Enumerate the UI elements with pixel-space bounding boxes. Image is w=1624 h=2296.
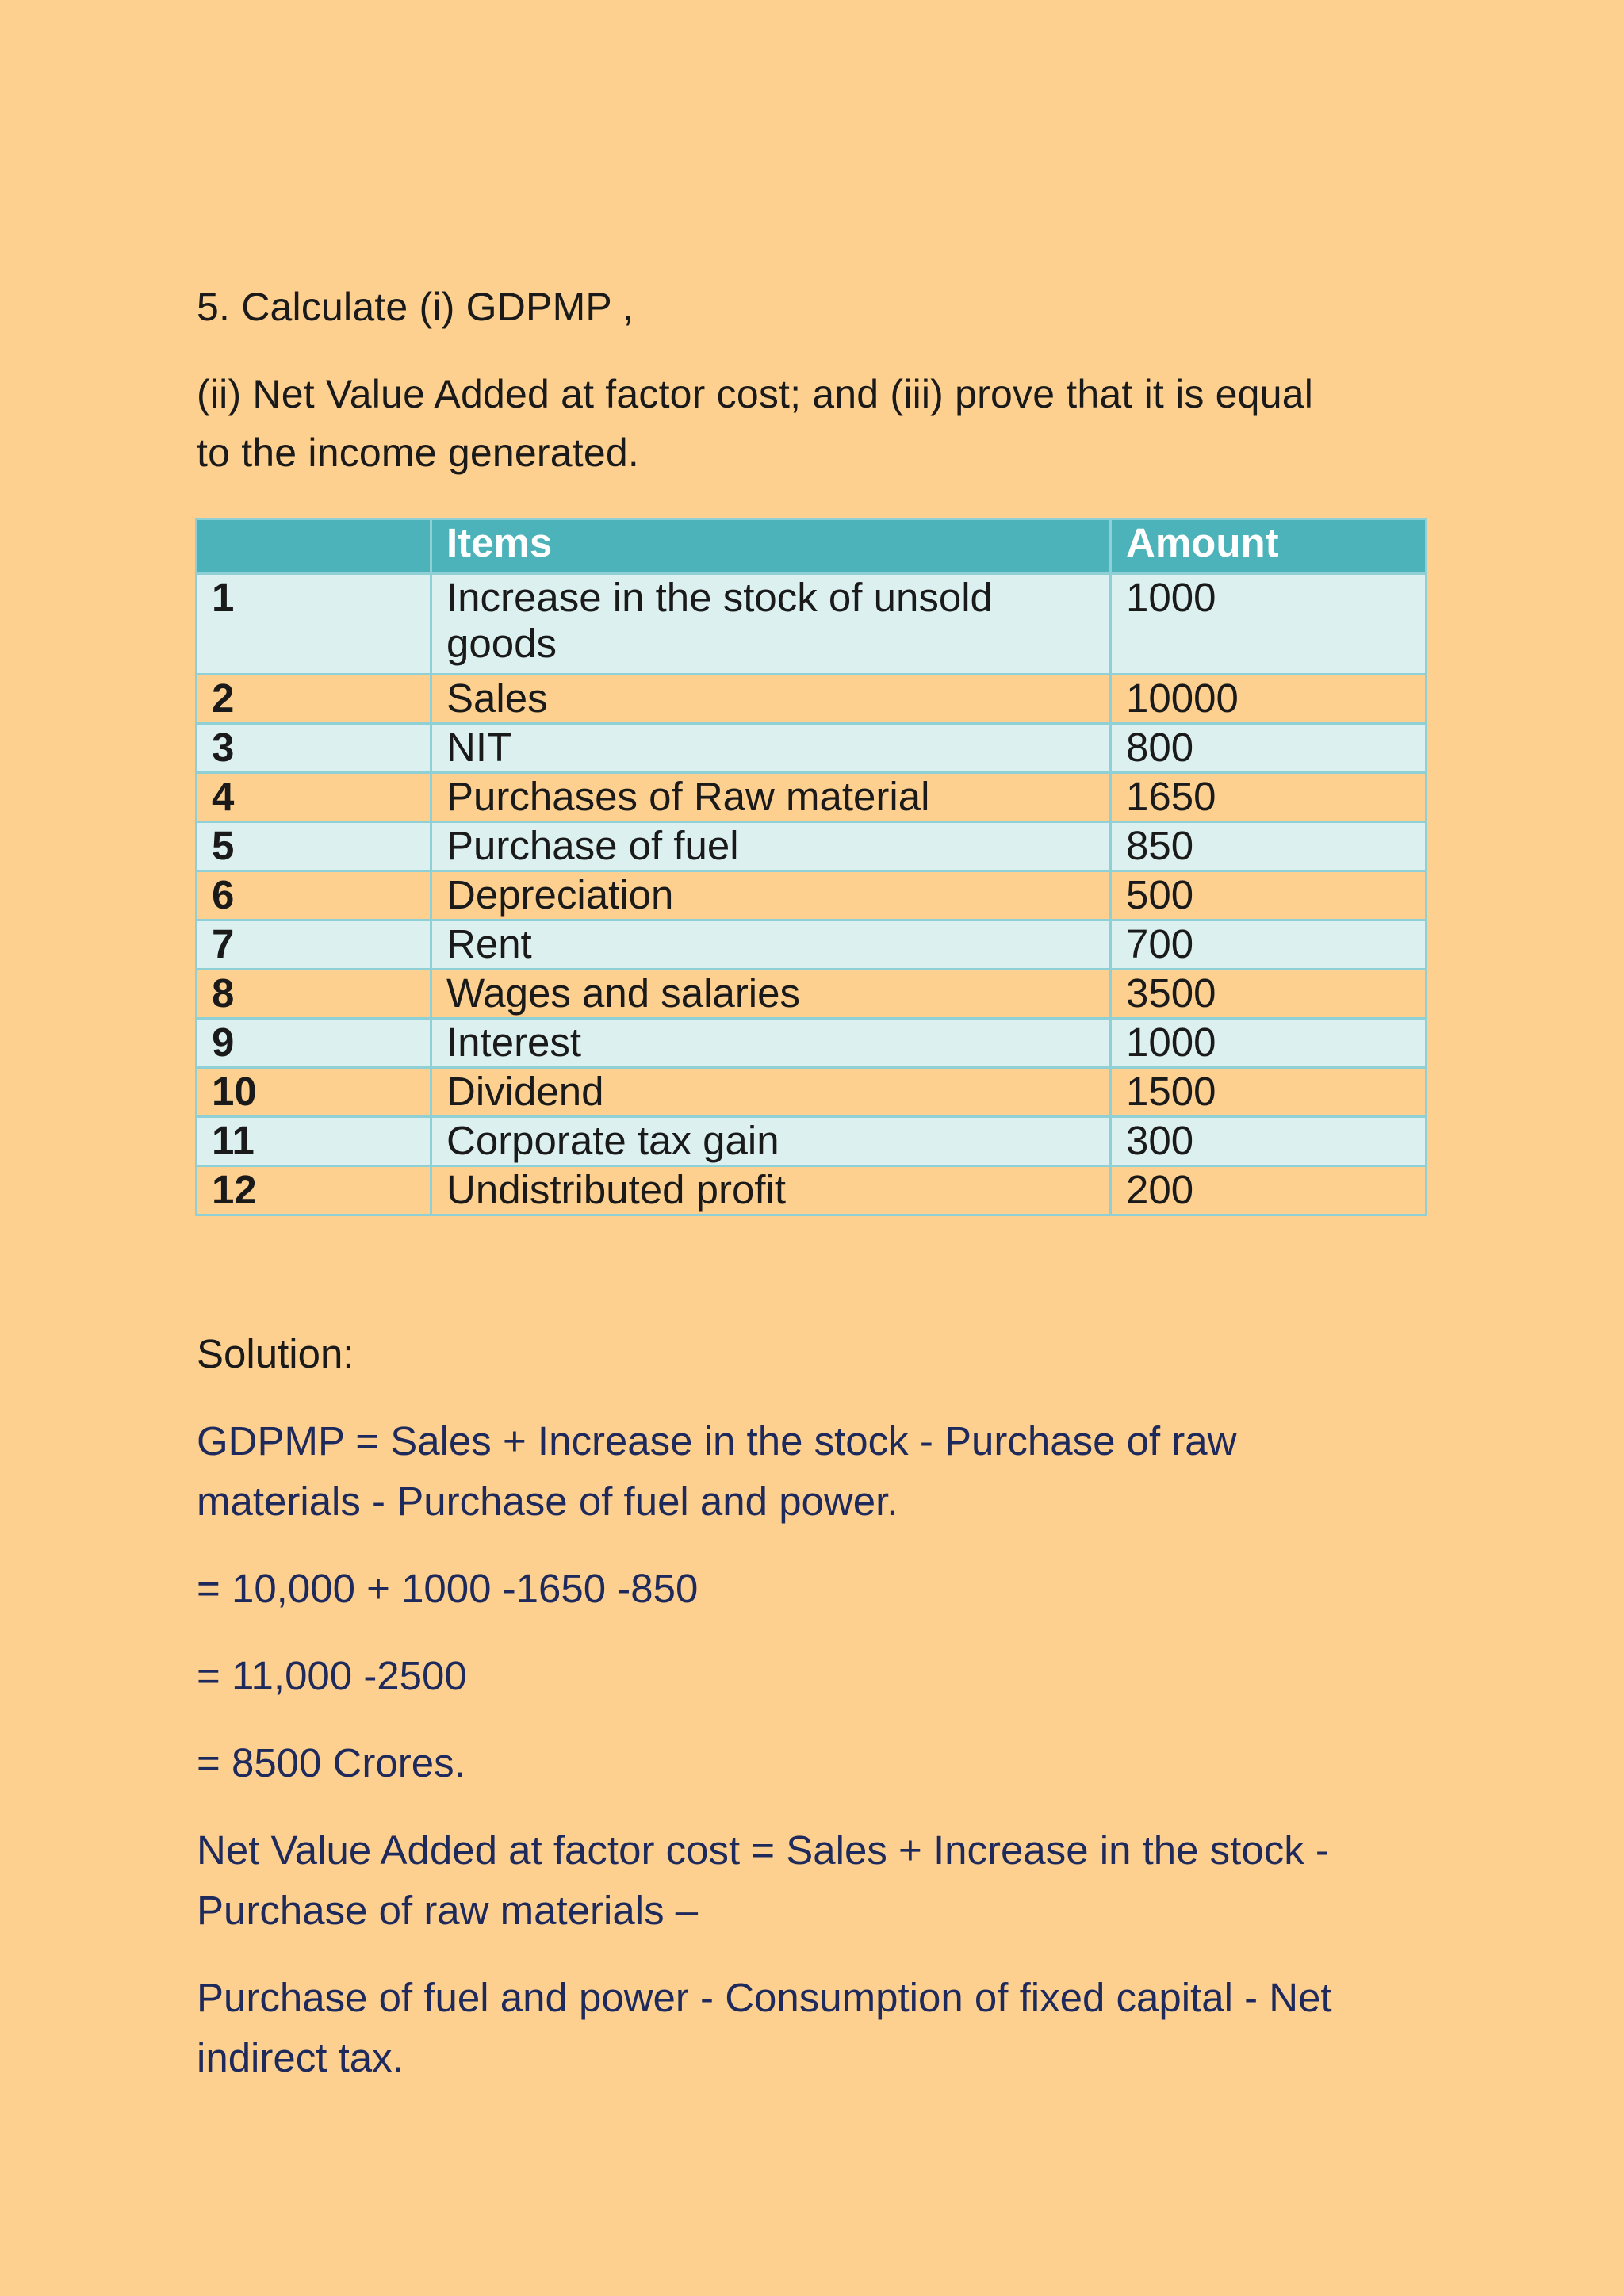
table-row bbox=[197, 574, 1427, 675]
nva-formula-line-2: Purchase of raw materials – bbox=[197, 1888, 699, 1933]
row-number: 3 bbox=[197, 724, 431, 773]
row-amount: 800 bbox=[1111, 724, 1427, 773]
table-row bbox=[197, 920, 1427, 970]
row-amount: 500 bbox=[1111, 871, 1427, 920]
nva-formula-line-3: Purchase of fuel and power - Consumption of fixed capital - Net bbox=[197, 1975, 1332, 2020]
row-number: 2 bbox=[197, 675, 431, 724]
row-number: 8 bbox=[197, 970, 431, 1019]
question-line-3: to the income generated. bbox=[197, 430, 639, 475]
row-amount: 850 bbox=[1111, 822, 1427, 871]
row-number: 9 bbox=[197, 1019, 431, 1068]
row-item: Depreciation bbox=[431, 871, 1111, 920]
row-amount: 1000 bbox=[1111, 574, 1427, 675]
question-line-1: 5. Calculate (i) GDPMP , bbox=[197, 285, 634, 329]
solution-block bbox=[197, 1324, 1434, 2088]
table-row bbox=[197, 724, 1427, 773]
table-row bbox=[197, 1068, 1427, 1117]
header-amount: Amount bbox=[1111, 519, 1427, 574]
row-item: NIT bbox=[431, 724, 1111, 773]
row-number: 5 bbox=[197, 822, 431, 871]
row-amount: 700 bbox=[1111, 920, 1427, 970]
table-header-row bbox=[197, 519, 1427, 574]
gdp-step-2: = 11,000 -2500 bbox=[197, 1653, 467, 1698]
row-amount: 3500 bbox=[1111, 970, 1427, 1019]
nva-formula-line-1: Net Value Added at factor cost = Sales + Increase in the stock - bbox=[197, 1827, 1329, 1873]
gdp-step-1: = 10,000 + 1000 -1650 -850 bbox=[197, 1566, 699, 1611]
gdp-formula-line-2: materials - Purchase of fuel and power. bbox=[197, 1479, 898, 1524]
table-row bbox=[197, 1019, 1427, 1068]
row-amount: 300 bbox=[1111, 1117, 1427, 1166]
row-number: 10 bbox=[197, 1068, 431, 1117]
question-block bbox=[197, 277, 1427, 482]
row-amount: 1000 bbox=[1111, 1019, 1427, 1068]
items-table bbox=[195, 518, 1427, 1216]
table-row bbox=[197, 1166, 1427, 1215]
row-item: Purchase of fuel bbox=[431, 822, 1111, 871]
table-row bbox=[197, 970, 1427, 1019]
question-line-2: (ii) Net Value Added at factor cost; and (iii) prove that it is equal bbox=[197, 372, 1314, 416]
gdp-formula-line-1: GDPMP = Sales + Increase in the stock - Purchase of raw bbox=[197, 1418, 1237, 1464]
header-items: Items bbox=[431, 519, 1111, 574]
table-row bbox=[197, 675, 1427, 724]
row-amount: 1650 bbox=[1111, 773, 1427, 822]
row-item: Sales bbox=[431, 675, 1111, 724]
row-amount: 200 bbox=[1111, 1166, 1427, 1215]
row-item: Increase in the stock of unsold goods bbox=[431, 574, 1111, 675]
row-item: Dividend bbox=[431, 1068, 1111, 1117]
table-row bbox=[197, 1117, 1427, 1166]
row-number: 7 bbox=[197, 920, 431, 970]
row-item: Purchases of Raw material bbox=[431, 773, 1111, 822]
row-number: 6 bbox=[197, 871, 431, 920]
row-item: Interest bbox=[431, 1019, 1111, 1068]
table-row bbox=[197, 871, 1427, 920]
header-number bbox=[197, 519, 431, 574]
row-item: Wages and salaries bbox=[431, 970, 1111, 1019]
row-amount: 10000 bbox=[1111, 675, 1427, 724]
row-number: 12 bbox=[197, 1166, 431, 1215]
solution-heading: Solution: bbox=[197, 1331, 354, 1376]
table-body bbox=[197, 574, 1427, 1215]
row-number: 11 bbox=[197, 1117, 431, 1166]
row-amount: 1500 bbox=[1111, 1068, 1427, 1117]
nva-formula-line-4: indirect tax. bbox=[197, 2035, 404, 2080]
table-row bbox=[197, 773, 1427, 822]
row-number: 1 bbox=[197, 574, 431, 675]
gdp-result: = 8500 Crores. bbox=[197, 1740, 465, 1785]
row-item: Corporate tax gain bbox=[431, 1117, 1111, 1166]
row-number: 4 bbox=[197, 773, 431, 822]
table-row bbox=[197, 822, 1427, 871]
row-item: Rent bbox=[431, 920, 1111, 970]
row-item: Undistributed profit bbox=[431, 1166, 1111, 1215]
